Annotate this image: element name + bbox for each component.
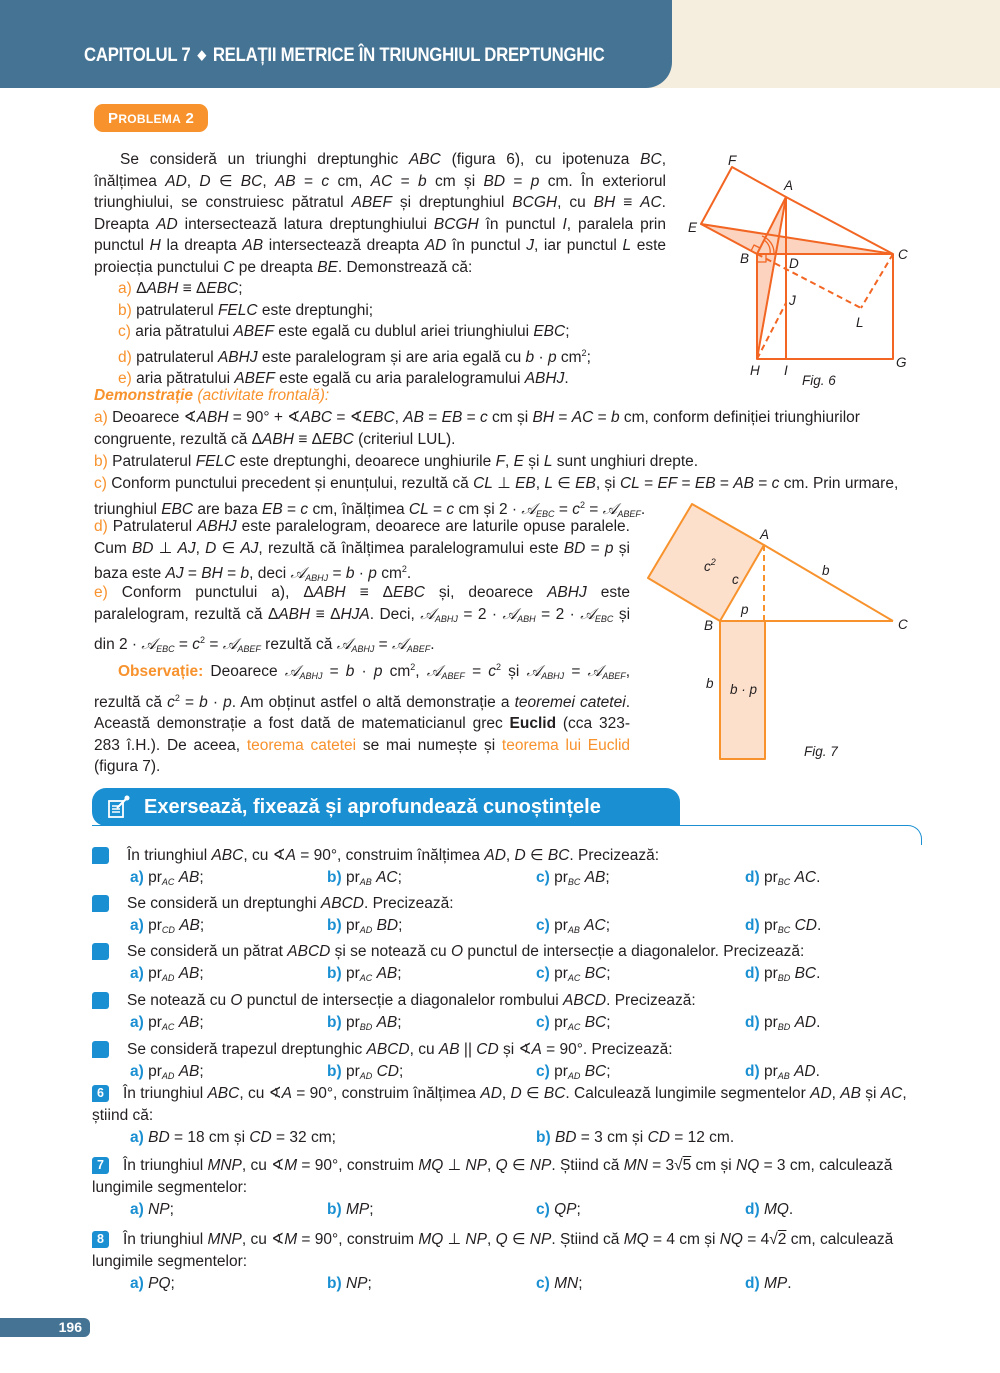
option-label: d) [745, 1201, 760, 1218]
option-label: d) [745, 1014, 760, 1031]
exercise-number: 3 [92, 943, 109, 960]
option-label: a) [130, 1201, 144, 1218]
option-label: b) [327, 869, 342, 886]
item-text: aria pătratului ABEF este egală cu dublul ariei triunghiului EBC; [135, 323, 570, 341]
figure-7 [640, 495, 930, 770]
exercise-option-b: b) $pr_{AD}$ BD; [327, 917, 403, 935]
problem-items [118, 278, 678, 390]
option-label: b) [327, 1014, 342, 1031]
label-d: D [789, 256, 799, 271]
exercise-option-c: c) $pr_{AC}$ BC; [536, 965, 611, 983]
item-label: b) [118, 301, 132, 319]
exercise-option-a: a) $pr_{CD}$ AB; [130, 917, 205, 935]
exercise-option-c: c) $pr_{AD}$ BC; [536, 1063, 611, 1081]
exercise-option-d: d) $pr_{BC}$ AC. [745, 869, 821, 887]
exercise-option-d: d) $pr_{BC}$ CD. [745, 917, 822, 935]
option-label: b) [327, 1063, 342, 1080]
exercise-option-a: a) NP; [130, 1201, 174, 1218]
item-text: patrulaterul FELC este dreptunghi; [136, 301, 374, 319]
problem-item-b [118, 300, 678, 322]
label-g: G [896, 355, 907, 370]
option-label: c) [536, 1275, 550, 1292]
diamond-icon: ◆ [197, 47, 206, 62]
label-e: E [688, 220, 698, 235]
exercise-option-d: d) $pr_{BD}$ BC. [745, 965, 821, 983]
exercise-section-title: Exersează, fixează și aprofundează cunoștințele [144, 796, 601, 818]
exercise-3 [78, 941, 912, 985]
c2-base: c [704, 559, 711, 574]
exercise-question: 8 În triunghiul MNP, cu ∢M = 90°, construim MQ ⊥ NP, Q ∈ NP. Știind că MQ = 4 cm și NQ = 4√2 cm, calculează lungimile segmentelor: [92, 1231, 894, 1270]
exercise-option-c: c) MN; [536, 1275, 583, 1292]
demonstration-heading [94, 385, 894, 407]
problem-badge [94, 104, 208, 132]
exercise-option-c: c) $pr_{BC}$ AB; [536, 869, 610, 887]
exercise-question: 7 În triunghiul MNP, cu ∢M = 90°, construim MQ ⊥ NP, Q ∈ NP. Știind că MN = 3√5 cm și NQ = 3 cm, calculează lungimile segmentelor: [92, 1157, 893, 1196]
option-label: c) [536, 1201, 550, 1218]
label-l: L [856, 315, 864, 330]
exercise-option-a: a) $pr_{AC}$ AB; [130, 869, 204, 887]
problem-item-c [118, 321, 678, 343]
exercise-options [92, 1199, 912, 1221]
demonstration-b: b) Patrulaterul FELC este dreptunghi, deoarece unghiurile F, E și L sunt unghiuri drepte. [94, 453, 699, 470]
option-label: a) [130, 1014, 144, 1031]
item-label: e) [118, 370, 132, 388]
exercise-question: 1 În triunghiul ABC, cu ∢A = 90°, construim înălțimea AD, D ∈ BC. Precizează: [78, 847, 660, 864]
exercise-section-line [92, 825, 922, 845]
exercise-question: 5 Se consideră trapezul dreptunghic ABCD, cu AB || CD și ∢A = 90°. Precizează: [78, 1041, 673, 1058]
figure-caption: Fig. 6 [802, 373, 836, 388]
label-b-times-p: b · p [730, 682, 758, 697]
exercise-8 [92, 1229, 912, 1295]
exercise-number: 8 [92, 1231, 109, 1248]
exercise-options [92, 867, 912, 889]
exercise-number: 1 [92, 847, 109, 864]
exercise-option-c: c) $pr_{AC}$ BC; [536, 1014, 611, 1032]
item-text: aria pătratului ABEF este egală cu aria paralelogramului ABHJ. [136, 370, 569, 388]
item-label: c) [118, 323, 131, 341]
label-h: H [750, 363, 760, 378]
badge-number: 2 [185, 110, 195, 127]
problem-statement: Se consideră un triunghi dreptunghic ABC (figura 6), cu ipotenuza BC, înălțimea AD, D ∈ BC, AB = c cm, AC = b cm și BD = p cm. În exteriorul triunghiului, se construiesc pătratul ABEF și dreptunghiul BCGH, cu BH ≡ AC. Dreapta AD intersectează latura dreptunghiului BCGH în punctul I, paralela prin punctul H la dreapta AB intersectează dreapta AD în punctul J, iar punctul L este proiecția punctului C pe dreapta BE. Demonstrează că: [94, 151, 667, 276]
option-label: a) [130, 917, 144, 934]
option-label: c) [536, 1063, 550, 1080]
label-a: A [760, 527, 770, 542]
exercise-option-d: d) MP. [745, 1275, 792, 1292]
option-label: b) [327, 1275, 342, 1292]
exercise-option-d: d) $pr_{BD}$ AD. [745, 1014, 821, 1032]
label-b: B [704, 618, 714, 633]
exercise-option-a: a) $pr_{AD}$ AB; [130, 965, 204, 983]
demonstration-a: a) Deoarece ∢ABH = 90° + ∢ABC = ∢EBC, AB = EB = c cm și BH = AC = b cm, conform definiției triunghiurilor congruente, rezultă că ΔABH ≡ ΔEBC (criteriul LUL). [94, 409, 860, 448]
label-b: B [740, 251, 750, 266]
exercise-option-c: c) QP; [536, 1201, 581, 1218]
label-j: J [789, 293, 796, 308]
exercise-4 [78, 990, 912, 1034]
option-label: a) [130, 869, 144, 886]
option-label: b) [536, 1129, 551, 1146]
exercise-1 [78, 845, 912, 889]
label-c-side: c [732, 572, 739, 587]
badge-word: ROBLEMA [118, 112, 182, 126]
exercise-number: 5 [92, 1041, 109, 1058]
chapter-number: CAPITOLUL 7 [84, 44, 191, 66]
demonstration-subtitle: (activitate frontală): [197, 387, 330, 404]
problem-item-d [118, 343, 678, 369]
label-c: C [898, 247, 908, 262]
chapter-title [84, 44, 604, 67]
exercise-option-b: b) $pr_{AD}$ CD; [327, 1063, 404, 1081]
option-label: d) [745, 869, 760, 886]
option-label: a) [130, 1275, 144, 1292]
demonstration-e: e) Conform punctului a), ΔABH ≡ ΔEBC și, deoarece ABHJ este paralelogram, rezultă că ΔABH ≡ ΔHJA. Deci, 𝒜$_{ABHJ}$ = 2 · 𝒜$_{ABH}$ = 2 · 𝒜$_{EBC}$ și din 2 · 𝒜$_{EBC}$ = $c^2$ = 𝒜$_{ABEF}$ rezultă că 𝒜$_{ABHJ}$ = 𝒜$_{ABEF}$. [94, 584, 631, 655]
label-b-side: b [706, 676, 714, 691]
exercise-options [92, 915, 912, 937]
exercise-question: 6 În triunghiul ABC, cu ∢A = 90°, construim înălțimea AD, D ∈ BC. Calculează lungimile segmentelor AD, AB și AC, știind că: [92, 1085, 907, 1124]
exercise-option-d: d) $pr_{AB}$ AD. [745, 1063, 820, 1081]
exercise-option-a: a) $pr_{AD}$ AB; [130, 1063, 204, 1081]
option-label: a) [130, 965, 144, 982]
label-f: F [728, 153, 737, 168]
exercise-option-b: b) $pr_{BD}$ AB; [327, 1014, 402, 1032]
exercise-7 [92, 1155, 912, 1221]
label-i: I [784, 363, 788, 378]
item-label: a) [118, 280, 132, 297]
option-label: b) [327, 965, 342, 982]
figure-6 [680, 150, 920, 395]
c2-exponent: 2 [710, 557, 716, 567]
label-p: p [741, 602, 749, 617]
label-a: A [784, 178, 794, 193]
demonstration-title: Demonstrație [94, 387, 194, 404]
exercise-question: 4 Se notează cu O punctul de intersecție a diagonalelor rombului ABCD. Precizează: [78, 992, 696, 1009]
exercise-option-b: b) NP; [327, 1275, 372, 1292]
problem-item-a [118, 278, 678, 300]
exercise-number: 4 [92, 992, 109, 1009]
exercise-number: 7 [92, 1157, 109, 1174]
notepad-pin-icon [106, 795, 132, 819]
option-label: c) [536, 869, 550, 886]
option-label: c) [536, 917, 550, 934]
chapter-name: RELAȚII METRICE ÎN TRIUNGHIUL DREPTUNGHIC [212, 44, 605, 66]
badge-initial: P [108, 110, 119, 127]
item-text: ΔABH ≡ ΔEBC; [136, 280, 243, 297]
observation: Observație: Deoarece 𝒜$_{ABHJ}$ = b · p $cm^2$, 𝒜$_{ABEF}$ = $c^2$ și 𝒜$_{ABHJ}$ = 𝒜$_{ABEF}$, rezultă că $c^2 = b \cdot p$. Am obținut astfel o altă demonstrație a teoremei catetei. Această demonstrație a fost dată de matematicianul grec Euclid (cca 323-283 î.H.). De aceea, teorema catetei se mai numește și teorema lui Euclid (figura 7). [94, 662, 631, 776]
option-label: d) [745, 917, 760, 934]
exercise-options [92, 1273, 912, 1295]
option-label: d) [745, 1063, 760, 1080]
exercise-option-b: b) $pr_{AB}$ AC; [327, 869, 402, 887]
exercise-question: 3 Se consideră un pătrat ABCD și se notează cu O punctul de intersecție a diagonalelor. Precizează: [78, 943, 805, 960]
exercise-option-b: b) $pr_{AC}$ AB; [327, 965, 402, 983]
exercise-option-b: b) MP; [327, 1201, 374, 1218]
exercise-5 [78, 1039, 912, 1083]
demonstration-c: c) Conform punctului precedent și enunțului, rezultă că CL ⊥ EB, L ∈ EB, și CL = EF = EB = AB = c cm. Prin urmare, triunghiul EBC are baza EB = c cm, înălțimea CL = c cm și 2 · 𝒜$_{EBC}$ = $c^2$ = 𝒜$_{ABEF}$. [94, 475, 899, 519]
option-label: a) [130, 1129, 144, 1146]
exercise-question: 2 Se consideră un dreptunghi ABCD. Precizează: [78, 895, 454, 912]
item-text: patrulaterul ABHJ este paralelogram și are aria egală cu b · p $cm^2$; [136, 347, 591, 366]
option-label: d) [745, 1275, 760, 1292]
label-b-leg: b [822, 563, 830, 578]
option-label: c) [536, 965, 550, 982]
exercise-options [92, 1061, 912, 1083]
chapter-header [0, 0, 672, 88]
item-label: d) [118, 348, 132, 366]
exercise-option-c: c) $pr_{AB}$ AC; [536, 917, 611, 935]
label-c: C [898, 617, 908, 632]
segment-cl [861, 254, 893, 308]
exercise-option-d: d) MQ. [745, 1201, 794, 1218]
exercise-options [92, 1127, 912, 1149]
exercise-option-a: a) PQ; [130, 1275, 175, 1292]
exercise-options [92, 1012, 912, 1034]
exercise-option-b: b) BD = 3 cm și CD = 12 cm. [536, 1129, 735, 1146]
option-label: b) [327, 917, 342, 934]
option-label: c) [536, 1014, 550, 1031]
exercise-2 [78, 893, 912, 937]
option-label: b) [327, 1201, 342, 1218]
page-number: 196 [0, 1318, 90, 1337]
exercise-number: 6 [92, 1085, 109, 1102]
figure-caption: Fig. 7 [804, 744, 838, 759]
demonstration-d: d) Patrulaterul ABHJ este paralelogram, deoarece are laturile opuse paralele. Cum BD ⊥ AJ, D ∈ AJ, rezultă că înălțimea paralelogramului este BD = p și baza este AJ = BH = b, deci 𝒜$_{ABHJ}$ = b · p $cm^2$. [94, 518, 630, 584]
option-label: d) [745, 965, 760, 982]
exercise-6 [92, 1083, 912, 1149]
leg-ac [764, 545, 893, 621]
exercise-number: 2 [92, 895, 109, 912]
exercise-options [92, 963, 912, 985]
option-label: a) [130, 1063, 144, 1080]
exercise-section-header [92, 788, 680, 826]
exercise-option-a: a) $pr_{AC}$ AB; [130, 1014, 204, 1032]
exercise-option-a: a) BD = 18 cm și CD = 32 cm; [130, 1129, 336, 1146]
rectangle-bcgh [757, 254, 893, 359]
